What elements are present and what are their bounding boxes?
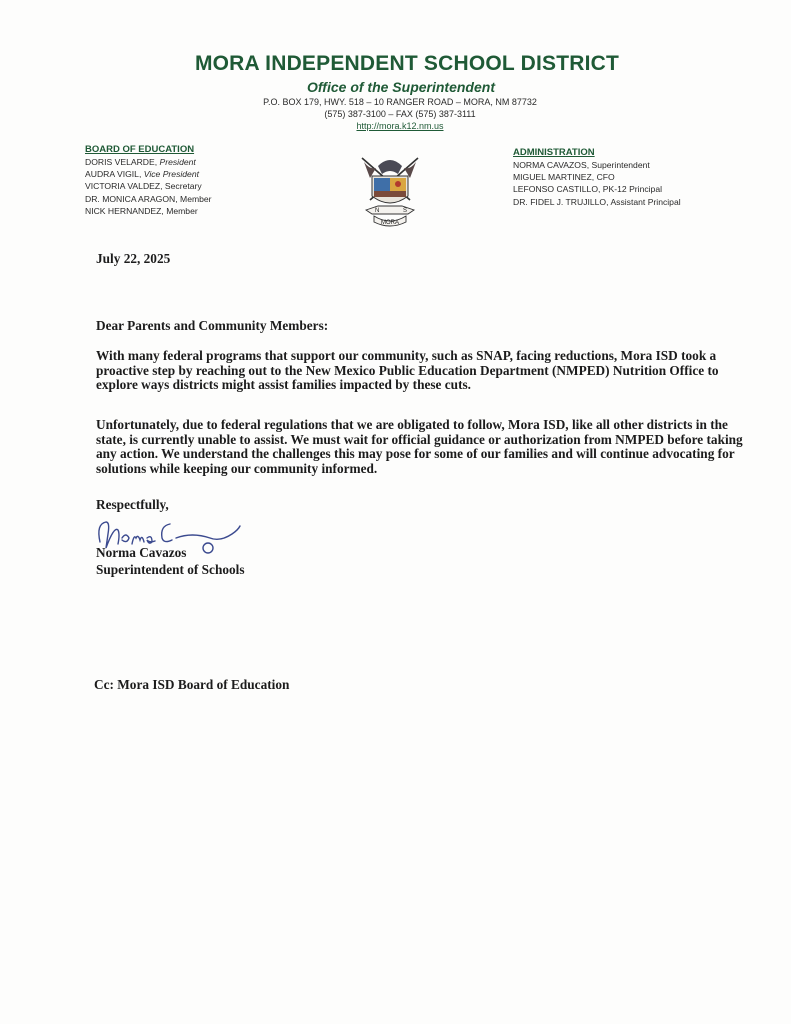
board-member: AUDRA VIGIL, Vice President: [85, 169, 200, 180]
admin-member: NORMA CAVAZOS, Superintendent: [513, 160, 650, 170]
board-of-education-list: [85, 144, 305, 217]
salutation: Dear Parents and Community Members:: [96, 318, 329, 333]
closing: Respectfully,: [96, 497, 169, 512]
signer-title: Superintendent of Schools: [96, 562, 245, 577]
body-paragraph: With many federal programs that support our community, such as SNAP, facing reductions, Mora ISD took a proactive step by reaching out to the New Mexico Public Education Department (NMPED) Nutrition Office to explore ways districts might assist families impacted by these cuts.: [96, 348, 719, 393]
cc-line: Cc: Mora ISD Board of Education: [94, 677, 290, 692]
board-member: DORIS VELARDE, President: [85, 157, 196, 167]
administration-list: [513, 147, 743, 208]
letter-date: July 22, 2025: [96, 251, 171, 266]
office-title: Office of the Superintendent: [307, 79, 495, 95]
board-member: DR. MONICA ARAGON, Member: [85, 193, 212, 204]
district-title: MORA INDEPENDENT SCHOOL DISTRICT: [194, 52, 620, 75]
seal-banner-text: MORA: [381, 220, 399, 226]
board-member: VICTORIA VALDEZ, Secretary: [85, 181, 202, 192]
admin-member: LEFONSO CASTILLO, PK-12 Principal: [513, 184, 663, 195]
board-heading: BOARD OF EDUCATION: [85, 144, 195, 155]
district-seal-logo: [348, 148, 432, 232]
seal-letter: S: [403, 208, 408, 214]
signer-name: Norma Cavazos: [96, 545, 187, 560]
admin-member: MIGUEL MARTINEZ, CFO: [513, 172, 615, 183]
phone-fax-line: (575) 387-3100 – FAX (575) 387-3111: [324, 109, 476, 119]
admin-member: DR. FIDEL J. TRUJILLO, Assistant Principal: [513, 196, 681, 207]
address-line: P.O. BOX 179, HWY. 518 – 10 RANGER ROAD – MORA, NM 87732: [263, 97, 537, 107]
board-member: NICK HERNANDEZ, Member: [85, 205, 198, 216]
administration-heading: ADMINISTRATION: [513, 147, 595, 158]
website-link[interactable]: http://mora.k12.nm.us: [356, 121, 444, 131]
seal-letter: N: [375, 208, 380, 214]
body-paragraph: Unfortunately, due to federal regulations that we are obligated to follow, Mora ISD, like all other districts in the state, is currently unable to assist. We must wait for official guidance or authorization from NMPED before taking any action. We understand the challenges this may pose for some of our families and will continue advocating for solutions while keeping our community informed.: [96, 417, 743, 476]
